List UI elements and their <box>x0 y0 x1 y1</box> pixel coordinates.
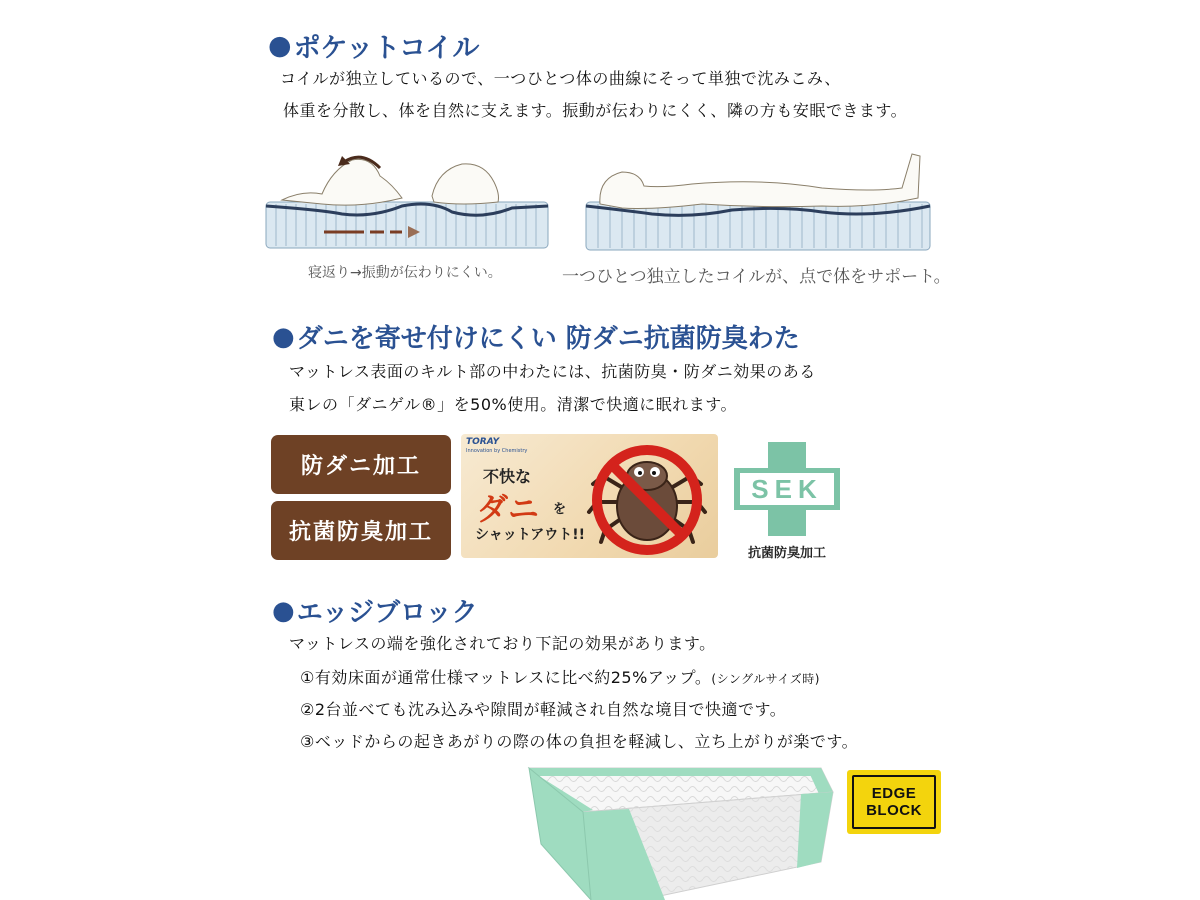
sek-label: 抗菌防臭加工 <box>747 546 826 561</box>
bullet-icon: ● <box>272 321 295 352</box>
banner-text-mite: ダニ <box>477 492 539 528</box>
heading-text: エッジブロック <box>296 598 478 628</box>
section-heading-edge-block <box>272 592 478 629</box>
caption-turning-over: 寝返り→振動が伝わりにくい。 <box>308 265 502 281</box>
edge-block-intro: マットレスの端を強化されており下記の効果があります。 <box>289 634 716 653</box>
heading-text: ダニを寄せ付けにくい 防ダニ抗菌防臭わた <box>296 324 800 354</box>
sek-certification-mark <box>732 440 842 562</box>
caption-coil-support: 一つひとつ独立したコイルが、点で体をサポート。 <box>562 267 951 287</box>
bullet-icon: ● <box>272 595 295 626</box>
edge-block-logo-line-2: BLOCK <box>866 802 922 819</box>
edge-block-benefit-2: ②2台並べても沈み込みや隙間が軽減され自然な境目で快適です。 <box>300 700 787 719</box>
section-heading-anti-mite <box>272 318 800 355</box>
section-heading-pocket-coil <box>268 26 479 65</box>
edge-block-mattress-illustration <box>521 764 841 900</box>
edge-block-logo-line-1: EDGE <box>871 785 917 802</box>
pocket-coil-description-line-2: 体重を分散し、体を自然に支えます。振動が伝わりにくく、隣の方も安眠できます。 <box>283 101 908 120</box>
benefit-1-note: (シングルサイズ時) <box>711 672 820 686</box>
benefit-1-text: ①有効床面が通常仕様マットレスに比べ約25%アップ。 <box>300 668 712 687</box>
banner-text-shutout: シャットアウト!! <box>475 527 586 543</box>
toray-logo: TORAY <box>466 437 500 447</box>
no-mite-icon <box>583 438 711 556</box>
sek-letters: SEK <box>751 473 823 504</box>
toray-mite-shutout-banner <box>461 434 718 558</box>
toray-tagline: Innovation by Chemistry <box>466 448 528 454</box>
antibacterial-badge: 抗菌防臭加工 <box>271 501 451 560</box>
anti-mite-description-line-1: マットレス表面のキルト部の中わたには、抗菌防臭・防ダニ効果のある <box>289 362 816 381</box>
bullet-icon: ● <box>268 30 292 61</box>
edge-block-logo-frame <box>852 775 936 829</box>
heading-text: ポケットコイル <box>293 33 480 64</box>
edge-block-benefit-3: ③ベッドからの起きあがりの際の体の負担を軽減し、立ち上がりが楽です。 <box>300 732 859 751</box>
pocket-coil-description-line-1: コイルが独立しているので、一つひとつ体の曲線にそって単独で沈みこみ、 <box>280 69 841 88</box>
turning-over-illustration <box>262 140 552 260</box>
anti-mite-badge: 防ダニ加工 <box>271 435 451 494</box>
edge-block-logo <box>847 770 941 834</box>
banner-text-unpleasant: 不快な <box>483 467 532 486</box>
edge-block-benefit-1 <box>300 665 820 688</box>
anti-mite-description-line-2: 東レの「ダニゲル®」を50%使用。清潔で快適に眠れます。 <box>289 395 737 414</box>
coil-support-illustration <box>582 148 942 256</box>
banner-text-particle: を <box>553 502 567 517</box>
